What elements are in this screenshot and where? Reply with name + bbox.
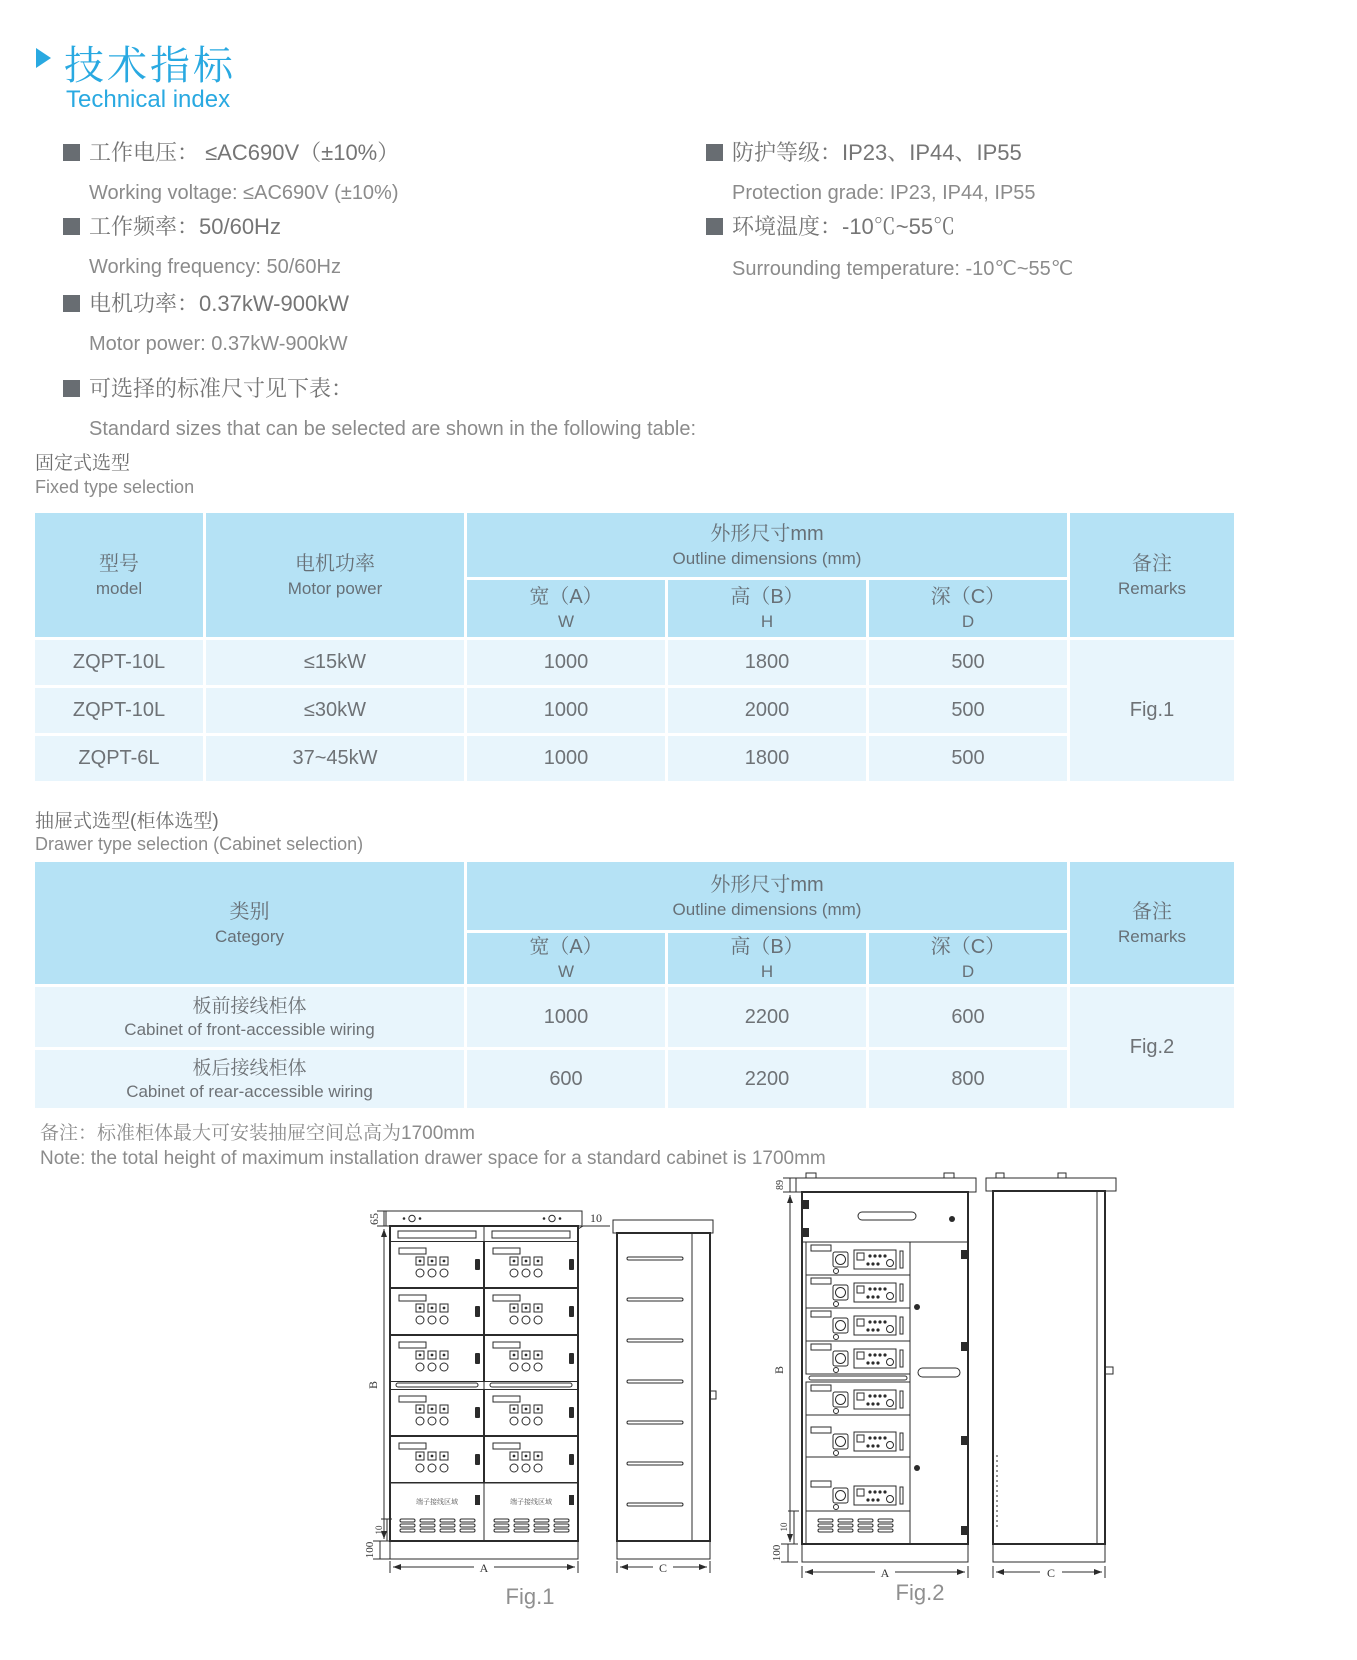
cell-height: 1800 <box>668 736 866 781</box>
spec-working-frequency: 工作频率：50/60Hz Working frequency: 50/60Hz <box>63 210 341 279</box>
fixed-section-label-en: Fixed type selection <box>35 477 195 497</box>
th-remarks: 备注 Remarks <box>1070 862 1234 984</box>
spec-working-voltage: 工作电压： ≤AC690V（±10%） Working voltage: ≤AC690V (±10%) <box>63 136 399 205</box>
bullet-icon <box>63 380 80 397</box>
cell-width: 1000 <box>467 640 665 685</box>
cell-remark-fig1: Fig.1 <box>1070 640 1234 781</box>
fig2-dim-vent: 10 <box>779 1522 789 1532</box>
fig2-dim-depth: C <box>1046 1566 1056 1580</box>
th-width: 宽（A） W <box>467 580 665 637</box>
cell-power: 37~45kW <box>206 736 464 781</box>
spec-surrounding-temperature: 环境温度：-10℃~55℃ Surrounding temperature: -10℃~55℃ <box>706 210 1073 281</box>
fig2-side-view <box>986 1173 1116 1562</box>
cell-width: 1000 <box>467 736 665 781</box>
cell-width: 1000 <box>467 688 665 733</box>
fig2-dim-top: 89 <box>775 1180 786 1190</box>
cell-height: 2200 <box>668 1050 866 1108</box>
page-title: 技术指标 <box>64 44 236 88</box>
fig1-drawing <box>340 1195 720 1580</box>
cell-depth: 600 <box>869 987 1067 1047</box>
th-outline-dimensions: 外形尺寸mm Outline dimensions (mm) <box>467 862 1067 930</box>
fig1-terminal-label: 端子接线区域 <box>510 1499 552 1506</box>
fig2-caption: Fig.2 <box>895 1580 945 1605</box>
fig1-dim-width: A <box>479 1561 489 1575</box>
fig1-dim-plinth: 100 <box>364 1541 376 1559</box>
cell-model: ZQPT-6L <box>35 736 203 781</box>
th-remarks: 备注 Remarks <box>1070 513 1234 637</box>
cell-model: ZQPT-10L <box>35 640 203 685</box>
th-depth: 深（C） D <box>869 933 1067 984</box>
cell-depth: 500 <box>869 640 1067 685</box>
bullet-icon <box>706 144 723 161</box>
cell-power: ≤30kW <box>206 688 464 733</box>
fig1-side-view <box>613 1220 716 1559</box>
cell-category: 板前接线柜体 Cabinet of front-accessible wiring <box>35 987 464 1047</box>
fig1-dim-depth: C <box>658 1561 668 1575</box>
th-height: 高（B） H <box>668 933 866 984</box>
th-width: 宽（A） W <box>467 933 665 984</box>
cell-remark-fig2: Fig.2 <box>1070 987 1234 1108</box>
fig2-dimensions <box>781 1178 1105 1578</box>
th-model: 型号 model <box>35 513 203 637</box>
fig1-dim-top-right: 10 <box>590 1211 602 1225</box>
fig2-dim-width: A <box>880 1566 890 1580</box>
th-motor-power: 电机功率 Motor power <box>206 513 464 637</box>
drawer-type-table <box>35 862 1234 1108</box>
th-depth: 深（C） D <box>869 580 1067 637</box>
cell-width: 1000 <box>467 987 665 1047</box>
bullet-icon <box>63 144 80 161</box>
page-subtitle: Technical index <box>66 86 231 113</box>
spec-protection-grade: 防护等级：IP23、IP44、IP55 Protection grade: IP23, IP44, IP55 <box>706 136 1036 205</box>
cell-model: ZQPT-10L <box>35 688 203 733</box>
cell-height: 2200 <box>668 987 866 1047</box>
th-height: 高（B） H <box>668 580 866 637</box>
drawer-section-label-en: Drawer type selection (Cabinet selection) <box>35 834 364 854</box>
bullet-icon <box>706 218 723 235</box>
fig2-front-view <box>796 1173 976 1562</box>
cell-height: 1800 <box>668 640 866 685</box>
spec-motor-power: 电机功率：0.37kW-900kW Motor power: 0.37kW-900kW <box>63 287 349 356</box>
fig2-dim-plinth: 100 <box>771 1544 783 1562</box>
cell-power: ≤15kW <box>206 640 464 685</box>
th-category: 类别 Category <box>35 862 464 984</box>
note-zh: 备注：标准柜体最大可安装抽屉空间总高为1700mm <box>40 1123 475 1144</box>
fig1-dim-top: 65 <box>367 1213 381 1225</box>
bullet-icon <box>63 218 80 235</box>
cell-height: 2000 <box>668 688 866 733</box>
bullet-icon <box>63 295 80 312</box>
cell-depth: 500 <box>869 736 1067 781</box>
cell-category: 板后接线柜体 Cabinet of rear-accessible wiring <box>35 1050 464 1108</box>
fixed-type-table <box>35 513 1234 781</box>
cell-width: 600 <box>467 1050 665 1108</box>
fig1-dim-height: B <box>366 1380 380 1390</box>
fig1-caption: Fig.1 <box>505 1584 555 1609</box>
fig1-terminal-label: 端子接线区域 <box>416 1499 458 1506</box>
cell-depth: 800 <box>869 1050 1067 1108</box>
note-en: Note: the total height of maximum installation drawer space for a standard cabinet is 1700mm <box>40 1148 826 1169</box>
drawer-section-label-zh: 抽屉式选型(柜体选型) <box>35 811 219 832</box>
fig2-drawing <box>740 1170 1120 1585</box>
th-outline-dimensions: 外形尺寸mm Outline dimensions (mm) <box>467 513 1067 577</box>
fixed-section-label-zh: 固定式选型 <box>35 453 131 474</box>
fig1-dim-vent: 10 <box>374 1525 384 1535</box>
cell-depth: 500 <box>869 688 1067 733</box>
section-arrow-icon <box>36 48 51 68</box>
spec-standard-sizes: 可选择的标准尺寸见下表： Standard sizes that can be selected are shown in the following table: <box>63 372 696 441</box>
fig1-front-view <box>386 1211 582 1559</box>
fig2-dim-height: B <box>772 1365 786 1375</box>
